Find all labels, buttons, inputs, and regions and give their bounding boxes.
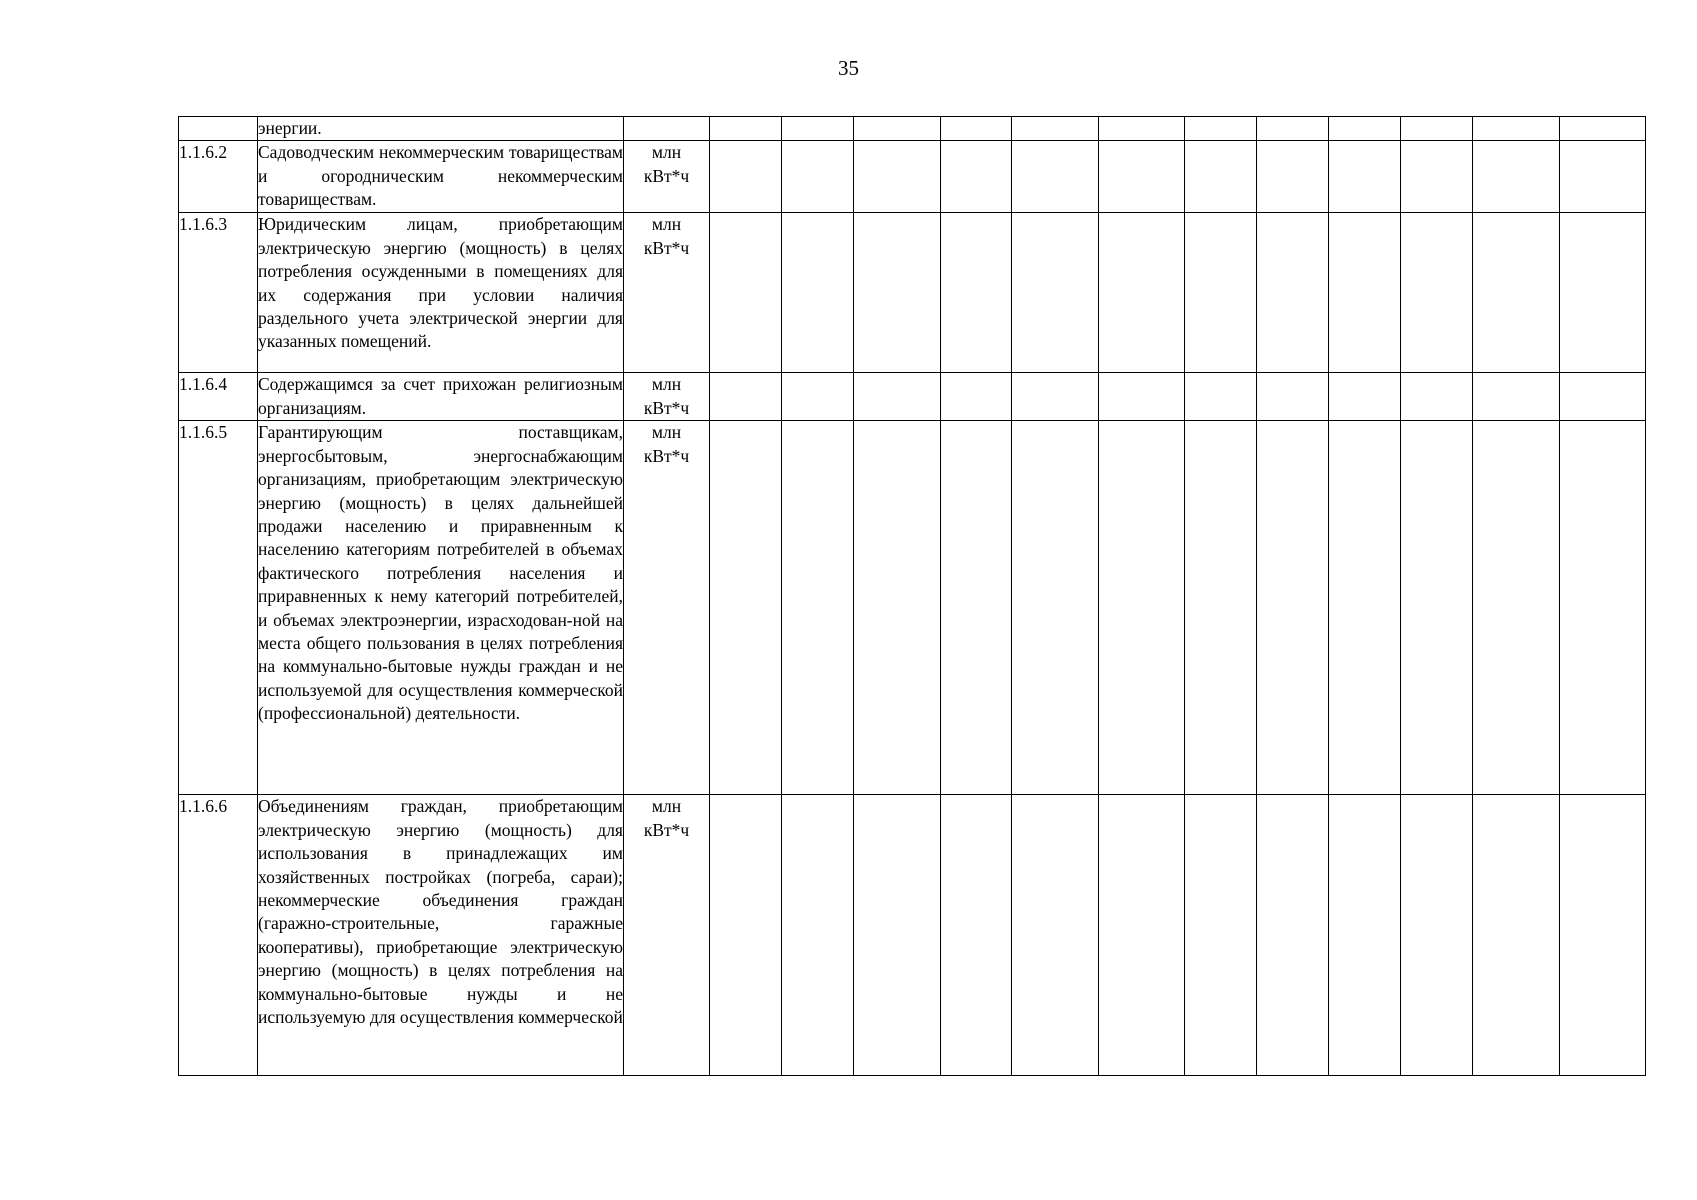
empty-value-cell: [1560, 117, 1646, 141]
empty-value-cell: [1012, 373, 1099, 421]
empty-value-cell: [941, 117, 1012, 141]
row-description: Гарантирующим поставщикам, энергосбытовым, энергоснабжающим организациям, приобретающим электрическую энергию (мощность) в целях дальнейшей продажи населению и приравненным к населению категориям потребителей в объемах фактического потребления населения и приравненных к нему категорий потребителей, и объемах электроэнергии, израсходован-ной на места общего пользования в целях потребления на коммунально-бытовые нужды граждан и не используемой для осуществления коммерческой (профессиональной) деятельности.: [258, 421, 624, 795]
empty-value-cell: [1473, 795, 1560, 1076]
empty-value-cell: [1099, 213, 1185, 373]
unit-line-1: млн: [651, 796, 682, 817]
empty-value-cell: [1560, 421, 1646, 795]
empty-value-cell: [1012, 141, 1099, 213]
unit-line-1: млн: [651, 374, 682, 395]
empty-value-cell: [1401, 141, 1473, 213]
row-description: Садоводческим некоммерческим товариществам и огородническим некоммерческим товариществам.: [258, 141, 624, 213]
table-row: [179, 421, 1646, 795]
empty-value-cell: [854, 373, 941, 421]
empty-value-cell: [710, 141, 782, 213]
unit-line-1: млн: [651, 142, 682, 163]
empty-value-cell: [1401, 213, 1473, 373]
unit-line-1: млн: [651, 422, 682, 443]
empty-value-cell: [941, 421, 1012, 795]
table-row: [179, 795, 1646, 1076]
empty-value-cell: [1401, 373, 1473, 421]
row-number: 1.1.6.4: [179, 373, 258, 421]
empty-value-cell: [1257, 117, 1329, 141]
empty-value-cell: [1473, 373, 1560, 421]
row-description: энергии.: [258, 117, 624, 141]
empty-value-cell: [1257, 213, 1329, 373]
table-row: [179, 213, 1646, 373]
empty-value-cell: [1099, 373, 1185, 421]
empty-value-cell: [1257, 373, 1329, 421]
empty-value-cell: [1473, 421, 1560, 795]
empty-value-cell: [1185, 421, 1257, 795]
empty-value-cell: [1099, 421, 1185, 795]
empty-value-cell: [1560, 795, 1646, 1076]
empty-value-cell: [1257, 795, 1329, 1076]
empty-value-cell: [1185, 795, 1257, 1076]
row-number: 1.1.6.6: [179, 795, 258, 1076]
empty-value-cell: [710, 373, 782, 421]
row-number: 1.1.6.3: [179, 213, 258, 373]
empty-value-cell: [854, 117, 941, 141]
empty-value-cell: [1473, 213, 1560, 373]
table-row: [179, 141, 1646, 213]
unit-line-2: кВт*ч: [643, 445, 690, 466]
empty-value-cell: [1099, 117, 1185, 141]
row-number: [179, 117, 258, 141]
row-unit: [624, 795, 710, 1076]
row-unit: [624, 421, 710, 795]
empty-value-cell: [782, 373, 854, 421]
empty-value-cell: [782, 213, 854, 373]
empty-value-cell: [1401, 117, 1473, 141]
empty-value-cell: [1257, 421, 1329, 795]
empty-value-cell: [710, 117, 782, 141]
empty-value-cell: [941, 373, 1012, 421]
empty-value-cell: [1329, 117, 1401, 141]
empty-value-cell: [1185, 213, 1257, 373]
row-unit: [624, 141, 710, 213]
empty-value-cell: [1329, 141, 1401, 213]
empty-value-cell: [782, 421, 854, 795]
empty-value-cell: [782, 117, 854, 141]
table-row: [179, 373, 1646, 421]
empty-value-cell: [1099, 795, 1185, 1076]
unit-line-2: кВт*ч: [643, 819, 690, 840]
empty-value-cell: [1560, 373, 1646, 421]
empty-value-cell: [1401, 795, 1473, 1076]
empty-value-cell: [1473, 141, 1560, 213]
empty-value-cell: [941, 795, 1012, 1076]
empty-value-cell: [1473, 117, 1560, 141]
empty-value-cell: [854, 213, 941, 373]
table-row: [179, 117, 1646, 141]
empty-value-cell: [1560, 141, 1646, 213]
empty-value-cell: [941, 141, 1012, 213]
empty-value-cell: [1257, 141, 1329, 213]
empty-value-cell: [782, 795, 854, 1076]
row-description: Содержащимся за счет прихожан религиозным организациям.: [258, 373, 624, 421]
empty-value-cell: [1012, 117, 1099, 141]
empty-value-cell: [854, 795, 941, 1076]
empty-value-cell: [1560, 213, 1646, 373]
row-unit: [624, 117, 710, 141]
empty-value-cell: [1185, 117, 1257, 141]
empty-value-cell: [1329, 373, 1401, 421]
empty-value-cell: [1329, 213, 1401, 373]
empty-value-cell: [1185, 141, 1257, 213]
empty-value-cell: [1329, 421, 1401, 795]
empty-value-cell: [1012, 421, 1099, 795]
empty-value-cell: [710, 421, 782, 795]
unit-line-1: млн: [651, 214, 682, 235]
empty-value-cell: [1012, 795, 1099, 1076]
unit-line-2: кВт*ч: [643, 397, 690, 418]
empty-value-cell: [1099, 141, 1185, 213]
data-table: [178, 116, 1646, 1076]
empty-value-cell: [854, 421, 941, 795]
empty-value-cell: [854, 141, 941, 213]
unit-line-2: кВт*ч: [643, 237, 690, 258]
empty-value-cell: [710, 795, 782, 1076]
row-number: 1.1.6.5: [179, 421, 258, 795]
page-number: 35: [838, 56, 859, 80]
row-description: Объединениям граждан, приобретающим электрическую энергию (мощность) для использования в принадлежащих им хозяйственных постройках (погреба, сараи); некоммерческие объединения граждан (гаражно-строительные, гаражные кооперативы), приобретающие электрическую энергию (мощность) в целях потребления на коммунально-бытовые нужды и не используемую для осуществления коммерческой: [258, 795, 624, 1076]
empty-value-cell: [782, 141, 854, 213]
row-unit: [624, 373, 710, 421]
empty-value-cell: [710, 213, 782, 373]
unit-line-2: кВт*ч: [643, 165, 690, 186]
empty-value-cell: [1012, 213, 1099, 373]
empty-value-cell: [1329, 795, 1401, 1076]
row-number: 1.1.6.2: [179, 141, 258, 213]
empty-value-cell: [1185, 373, 1257, 421]
empty-value-cell: [1401, 421, 1473, 795]
row-description: Юридическим лицам, приобретающим электрическую энергию (мощность) в целях потребления осужденными в помещениях для их содержания при условии наличия раздельного учета электрической энергии для указанных помещений.: [258, 213, 624, 373]
row-unit: [624, 213, 710, 373]
empty-value-cell: [941, 213, 1012, 373]
